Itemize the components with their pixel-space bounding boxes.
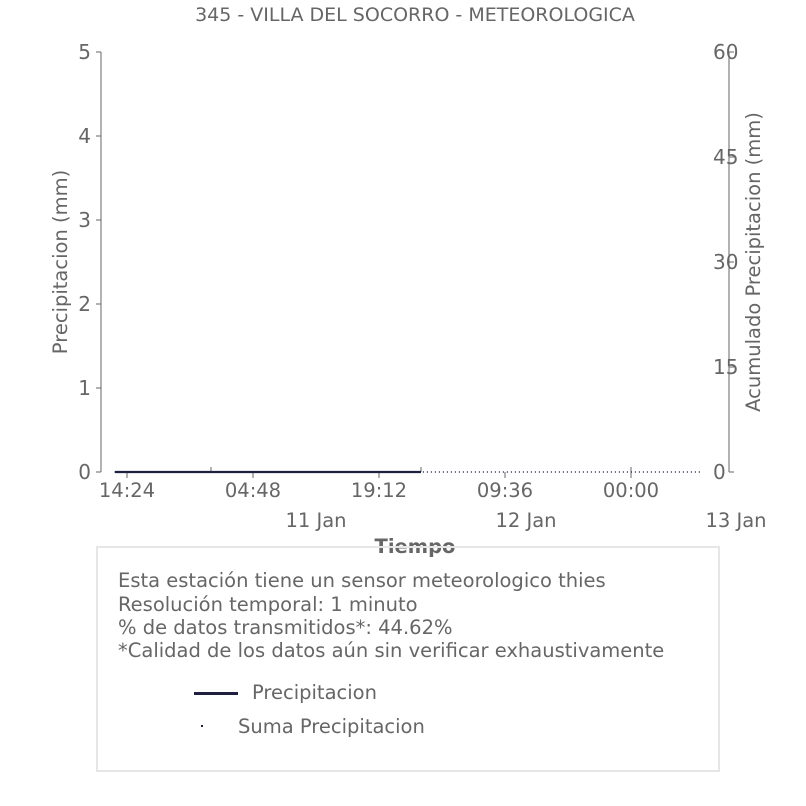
legend-label: Precipitacion	[252, 681, 377, 704]
info-box	[96, 546, 720, 772]
y2-tick-label: 30	[713, 250, 739, 274]
chart-title: 345 - VILLA DEL SOCORRO - METEOROLOGICA	[195, 4, 635, 26]
y-tick-label: 2	[78, 292, 91, 316]
y-tick-label: 5	[78, 40, 91, 64]
legend-label: Suma Precipitacion	[238, 715, 425, 738]
y2-tick-label: 45	[713, 145, 739, 169]
x-date-label: 11 Jan	[285, 509, 347, 532]
y-axis-label: Precipitacion (mm)	[49, 169, 72, 355]
info-transmitted-line: % de datos transmitidos*: 44.62%	[118, 616, 453, 639]
y2-tick-label: 0	[713, 460, 726, 484]
info-quality-line: *Calidad de los datos aún sin verificar exhaustivamente	[118, 639, 665, 662]
x-tick-label: 00:00	[602, 479, 660, 502]
chart-labels	[78, 40, 766, 532]
y2-tick-label: 15	[713, 355, 739, 379]
info-resolution-line: Resolución temporal: 1 minuto	[118, 593, 418, 616]
y-tick-label: 3	[78, 208, 91, 232]
y-tick-label: 1	[78, 376, 91, 400]
x-tick-label: 19:12	[350, 479, 408, 502]
y-tick-label: 0	[78, 460, 91, 484]
y2-tick-label: 60	[713, 40, 739, 64]
legend-line-swatch	[194, 692, 238, 695]
chart-axes	[96, 52, 734, 478]
x-tick-label: 04:48	[224, 479, 282, 502]
x-tick-label: 09:36	[476, 479, 534, 502]
x-date-label: 13 Jan	[705, 509, 767, 532]
x-date-label: 12 Jan	[495, 509, 557, 532]
info-sensor-line: Esta estación tiene un sensor meteorologico thies	[118, 569, 606, 592]
x-tick-label: 14:24	[98, 479, 156, 502]
y-tick-label: 4	[78, 124, 91, 148]
legend-dot-swatch	[201, 725, 203, 727]
x-axis-label: Tiempo	[374, 535, 456, 558]
y2-axis-label: Acumulado Precipitacion (mm)	[742, 112, 765, 412]
